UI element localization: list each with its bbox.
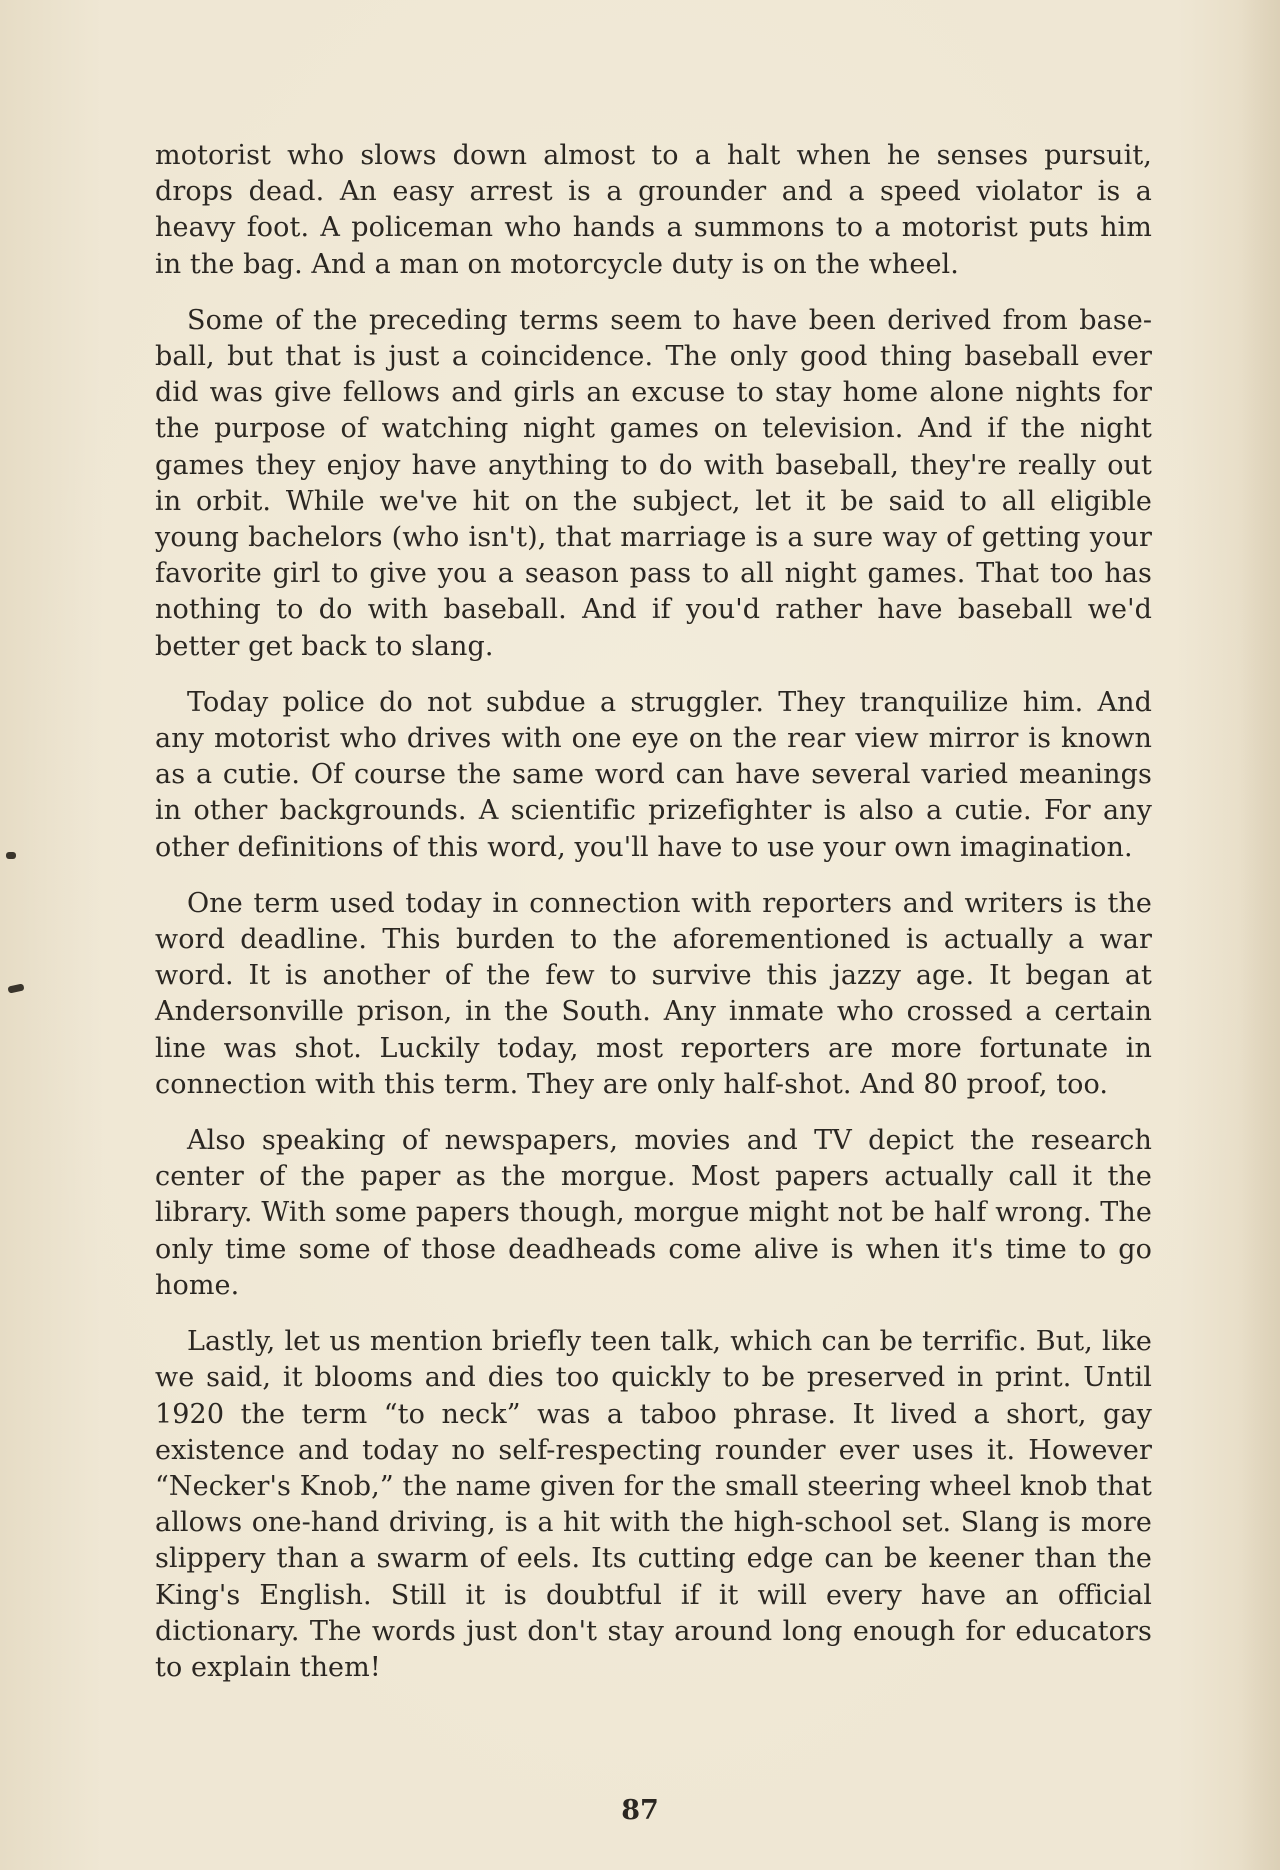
paragraph-morgue: Also speaking of newspapers, movies and TV depict the research center of the paper as the morgue. Most papers actually call it the library. With some papers though, morgue might not be half wrong. The only time some of those deadheads come alive is when it's time to go home. xyxy=(155,1125,1152,1301)
body-text xyxy=(155,138,1152,1706)
margin-ink-mark xyxy=(6,852,16,859)
margin-ink-mark xyxy=(7,983,24,993)
paragraph-deadline: One term used today in connection with reporters and writers is the word deadline. This burden to the aforementioned is actually a war word. It is another of the few to survive this jazzy age. It began at Andersonville prison, in the South. Any inmate who crossed a certain line was shot. Luckily today, most reporters are more fortunate in connection with this term. They are only half-shot. And 80 proof, too. xyxy=(155,887,1152,1100)
page-number: 87 xyxy=(621,1795,659,1826)
paragraph-baseball: Some of the preceding terms seem to have been derived from baseball, but that is just a coincidence. The only good thing baseball ever did was give fellows and girls an excuse to stay home alone nights for the purpose of watching night games on television. And if the night games they enjoy have anything to do with baseball, they're really out in orbit. While we've hit on the subject, let it be said to all eligible young bachelors (who isn't), that marriage is a sure way of getting your favorite girl to give you a season pass to all night games. That too has nothing to do with baseball. And if you'd rather have baseball we'd better get back to slang. xyxy=(155,304,1152,662)
paragraph-teen-talk: Lastly, let us mention briefly teen talk, which can be terrific. But, like we said, it blooms and dies too quickly to be preserved in print. Until 1920 the term “to neck” was a taboo phrase. It lived a short, gay existence and today no self-respecting rounder ever uses it. However “Necker's Knob,” the name given for the small steering wheel knob that allows one-hand driving, is a hit with the high-school set. Slang is more slippery than a swarm of eels. Its cutting edge can be keener than the King's English. Still it is doubtful if it will every have an official dictionary. The words just don't stay around long enough for educators to explain them! xyxy=(155,1326,1152,1683)
paragraph-continued: motorist who slows down almost to a halt when he senses pursuit, drops dead. An easy arrest is a grounder and a speed violator is a heavy foot. A policeman who hands a summons to a motorist puts him in the bag. And a man on motorcycle duty is on the wheel. xyxy=(155,140,1152,280)
page-edge-shadow xyxy=(1240,0,1280,1870)
paragraph-police-cutie: Today police do not subdue a struggler. They tranquilize him. And any motorist who drives with one eye on the rear view mirror is known as a cutie. Of course the same word can have several varied meanings in other backgrounds. A scientific prizefighter is also a cutie. For any other definitions of this word, you'll have to use your own imagination. xyxy=(155,686,1152,863)
